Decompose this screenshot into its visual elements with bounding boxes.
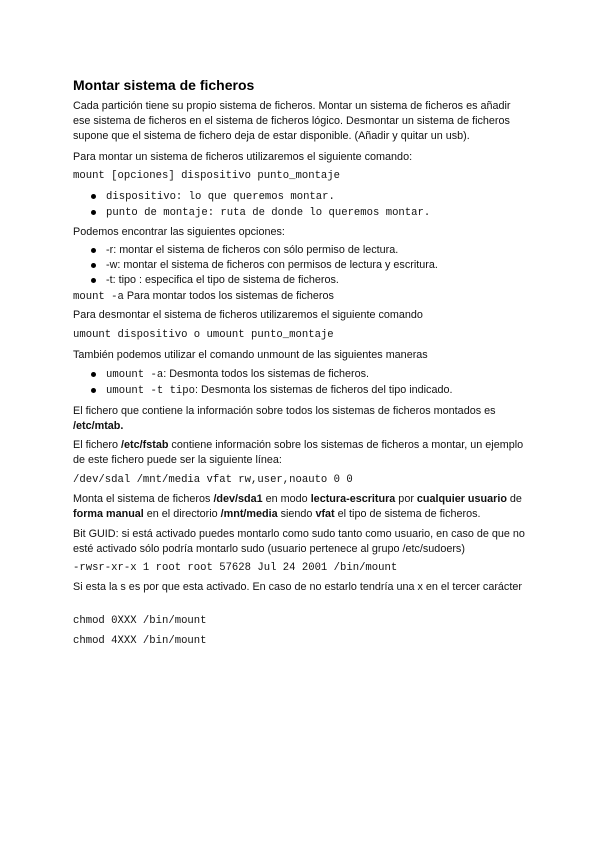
options-list	[73, 243, 528, 288]
suid-paragraph: Si esta la s es por que esta activado. En caso de no estarlo tendría una x en el tercer carácter	[73, 581, 522, 593]
bullet-icon	[91, 263, 96, 268]
bullet-icon	[91, 278, 96, 283]
umount-command-code: umount dispositivo o umount punto_montaje	[73, 329, 334, 341]
list-item: -t: tipo : especifica el tipo de sistema de ficheros.	[73, 273, 528, 288]
mtab-path: /etc/mtab.	[73, 420, 124, 432]
mtab-paragraph: El fichero que contiene la información sobre todos los sistemas de ficheros montados es /etc/mtab.	[73, 405, 496, 432]
options-intro-paragraph: Podemos encontrar las siguientes opciones:	[73, 226, 285, 238]
ls-output-code: -rwsr-xr-x 1 root root 57628 Jul 24 2001 /bin/mount	[73, 562, 398, 574]
chmod-0-code: chmod 0XXX /bin/mount	[73, 615, 207, 627]
list-item: dispositivo: lo que queremos montar.	[73, 189, 528, 205]
fstab-path: /etc/fstab	[121, 439, 169, 451]
fstab-example-code: /dev/sdal /mnt/media vfat rw,user,noauto 0 0	[73, 474, 353, 486]
umount-list	[73, 367, 528, 399]
bullet-icon	[91, 372, 96, 377]
mount-all-code: mount -a	[73, 291, 124, 303]
list-item: -r: montar el sistema de ficheros con sólo permiso de lectura.	[73, 243, 528, 258]
mount-all-text: Para montar todos los sistemas de ficheros	[123, 290, 334, 302]
fstab-explanation-paragraph: Monta el sistema de ficheros /dev/sda1 en modo lectura-escritura por cualquier usuario de forma manual en el directorio /mnt/media siendo vfat el tipo de sistema de ficheros.	[73, 493, 522, 520]
bullet-icon	[91, 388, 96, 393]
section-title: Montar sistema de ficheros	[73, 77, 255, 93]
mount-all-line	[73, 289, 528, 305]
bullet-icon	[91, 248, 96, 253]
chmod-4-code: chmod 4XXX /bin/mount	[73, 635, 207, 647]
umount-intro-paragraph: Para desmontar el sistema de ficheros utilizaremos el siguiente comando	[73, 309, 423, 321]
bullet-icon	[91, 194, 96, 199]
fstab-paragraph: El fichero /etc/fstab contiene información sobre los sistemas de ficheros a montar, un ejemplo de este fichero puede ser la siguiente línea:	[73, 439, 524, 466]
bullet-icon	[91, 210, 96, 215]
list-item: punto de montaje: ruta de donde lo queremos montar.	[73, 205, 528, 221]
list-item: umount -a: Desmonta todos los sistemas de ficheros.	[73, 367, 528, 383]
mount-args-list	[73, 189, 528, 221]
umount-alt-paragraph: También podemos utilizar el comando unmount de las siguientes maneras	[73, 349, 428, 361]
mount-intro-paragraph: Para montar un sistema de ficheros utilizaremos el siguiente comando:	[73, 151, 413, 163]
intro-paragraph: Cada partición tiene su propio sistema de ficheros. Montar un sistema de ficheros es añadir ese sistema de ficheros en el sistema de ficheros lógico. Desmontar un sistema de ficheros supone que el sistema de fichero deja de estar disponible. (Añadir y quitar un usb).	[73, 100, 511, 142]
list-item: umount -t tipo: Desmonta los sistemas de ficheros del tipo indicado.	[73, 383, 528, 399]
mount-command-code: mount [opciones] dispositivo punto_montaje	[73, 170, 341, 182]
list-item: -w: montar el sistema de ficheros con permisos de lectura y escritura.	[73, 258, 528, 273]
guid-paragraph: Bit GUID: si está activado puedes montarlo como sudo tanto como usuario, en caso de que no esté activado sólo podría montarlo sudo (usuario pertenece al grupo /etc/sudoers)	[73, 528, 525, 555]
